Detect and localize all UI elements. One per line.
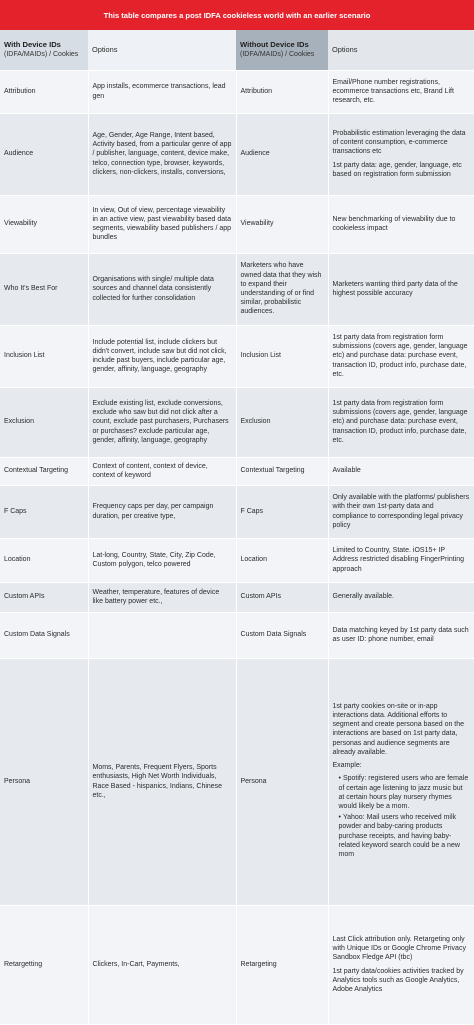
- table-row: [0, 457, 474, 485]
- row-label-with: Contextual Targeting: [0, 457, 88, 485]
- row-label-with: Retargetting: [0, 905, 88, 1024]
- row-label-with: Location: [0, 538, 88, 582]
- table-row: [0, 195, 474, 253]
- header-options-with: Options: [88, 30, 236, 70]
- header-options-without: Options: [328, 30, 474, 70]
- row-label-without: Location: [236, 538, 328, 582]
- row-options-with: Moms, Parents, Frequent Flyers, Sports enthusiasts, High Net Worth Individuals, Race Based - hispanics, Indians, Chinese etc.,: [88, 658, 236, 905]
- row-options-without: 1st party cookies on-site or in-app interactions data. Additional efforts to segment and create persona based on the interactions are based on 1st party data, personas and audience segments are already available. Example: • Spotify: registered users who are female of certain age listening to jazz music but at certain hours play nursery rhymes would likely be a mom. • Yahoo: Mail users who received milk powder and baby-caring products purchase receipts, and having baby-related keyword search could be a new mom: [328, 658, 474, 905]
- table-row: [0, 658, 474, 905]
- row-label-with: Custom APIs: [0, 582, 88, 612]
- table-row: [0, 582, 474, 612]
- row-options-with: Weather, temperature, features of device like battery power etc.,: [88, 582, 236, 612]
- row-label-without: Contextual Targeting: [236, 457, 328, 485]
- table-row: [0, 253, 474, 325]
- row-options-with: Frequency caps per day, per campaign duration, per creative type,: [88, 485, 236, 538]
- list-item: • Yahoo: Mail users who received milk powder and baby-caring products purchase receipts, and having baby-related keyword search could be a new mom: [338, 814, 460, 859]
- row-options-with: Exclude existing list, exclude conversions, exclude who saw but did not click after a count, exclude past purchasers, Purchasers or purchases? exclude particular age, gender, affinity, language, geography: [88, 387, 236, 457]
- comparison-table: [0, 30, 474, 1025]
- header-row: [0, 30, 474, 70]
- table-row: [0, 612, 474, 658]
- row-label-with: Custom Data Signals: [0, 612, 88, 658]
- row-options-with: Include potential list, include clickers but didn't convert, include saw but did not click, include past buyers, include particular age, gender, affinity, language, geography: [88, 325, 236, 387]
- row-options-without: Available: [328, 457, 474, 485]
- row-label-without: Attribution: [236, 70, 328, 113]
- row-options-without: 1st party data from registration form submissions (covers age, gender, language etc) and purchase data: purchase event, transaction ID, product info, purchase date, etc.: [328, 387, 474, 457]
- table-row: [0, 325, 474, 387]
- row-options-with: App installs, ecommerce transactions, lead gen: [88, 70, 236, 113]
- row-label-with: Viewability: [0, 195, 88, 253]
- table-row: [0, 538, 474, 582]
- row-label-with: Exclusion: [0, 387, 88, 457]
- row-options-without: Data matching keyed by 1st party data such as user ID: phone number, email: [328, 612, 474, 658]
- row-label-with: F Caps: [0, 485, 88, 538]
- row-options-without: 1st party data from registration form submissions (covers age, gender, language etc) and purchase data: purchase event, transaction ID, product info, purchase date, etc.: [328, 325, 474, 387]
- row-options-without: Generally available.: [328, 582, 474, 612]
- row-options-without: Last Click attribution only. Retargeting only with Unique IDs or Google Chrome Privacy Sandbox Fledge API (tbc) 1st party data/cookies activities tracked by Analytics tools such as Google Analytics, Adobe Analytics: [328, 905, 474, 1024]
- row-options-with: Lat-long, Country, State, City, Zip Code, Custom polygon, telco powered: [88, 538, 236, 582]
- row-options-with: Organisations with single/ multiple data sources and channel data consistently collected for further consolidation: [88, 253, 236, 325]
- row-options-without: Email/Phone number registrations, ecommerce transactions etc, Brand Lift research, etc.: [328, 70, 474, 113]
- row-options-with: Age, Gender, Age Range, Intent based, Activity based, from a particular genre of app / publisher, language, content, device make, telco, connection type, browser, keywords, clickers, non-clickers, installs, conversions,: [88, 113, 236, 195]
- list-item: • Spotify: registered users who are female of certain age listening to jazz music but at certain hours play nursery rhymes would likely be a mom.: [338, 775, 469, 810]
- row-label-without: Custom APIs: [236, 582, 328, 612]
- row-label-without: Audience: [236, 113, 328, 195]
- table-title-banner: This table compares a post IDFA cookieless world with an earlier scenario: [0, 0, 474, 30]
- table-row: [0, 485, 474, 538]
- row-label-without: Custom Data Signals: [236, 612, 328, 658]
- row-label-without: Viewability: [236, 195, 328, 253]
- row-label-without: Inclusion List: [236, 325, 328, 387]
- row-options-with: In view, Out of view, percentage viewability in an active view, past viewability based data segments, viewability based publishers / app bundles: [88, 195, 236, 253]
- row-label-with: Persona: [0, 658, 88, 905]
- row-label-with: Attribution: [0, 70, 88, 113]
- row-label-without: Persona: [236, 658, 328, 905]
- row-label-without: Retargeting: [236, 905, 328, 1024]
- row-options-without: Limited to Country, State. iOS15+ IP Address restricted disabling FingerPrinting approach: [328, 538, 474, 582]
- row-options-without: Marketers wanting third party data of the highest possible accuracy: [328, 253, 474, 325]
- header-without-device-ids: Without Device IDs (IDFA/MAIDs) / Cookies: [236, 30, 328, 70]
- row-options-with: Context of content, context of device, context of keyword: [88, 457, 236, 485]
- row-label-with: Who It's Best For: [0, 253, 88, 325]
- table-row: [0, 387, 474, 457]
- row-label-with: Inclusion List: [0, 325, 88, 387]
- table-row: [0, 905, 474, 1024]
- header-with-device-ids: With Device IDs (IDFA/MAIDs) / Cookies: [0, 30, 88, 70]
- row-options-with: [88, 612, 236, 658]
- row-options-without: Only available with the platforms/ publishers with their own 1st-party data and compliance to corresponding legal privacy policy: [328, 485, 474, 538]
- row-label-without: Marketers who have owned data that they wish to expand their understanding of or find similar, probabilistic audiences.: [236, 253, 328, 325]
- row-options-with: Clickers, In-Cart, Payments,: [88, 905, 236, 1024]
- row-label-with: Audience: [0, 113, 88, 195]
- row-label-without: Exclusion: [236, 387, 328, 457]
- row-options-without: Probabilistic estimation leveraging the data of content consumption, e-commerce transactions etc 1st party data: age, gender, language, etc based on registration form submission: [328, 113, 474, 195]
- table-row: [0, 113, 474, 195]
- row-label-without: F Caps: [236, 485, 328, 538]
- table-row: [0, 70, 474, 113]
- row-options-without: New benchmarking of viewability due to cookieless impact: [328, 195, 474, 253]
